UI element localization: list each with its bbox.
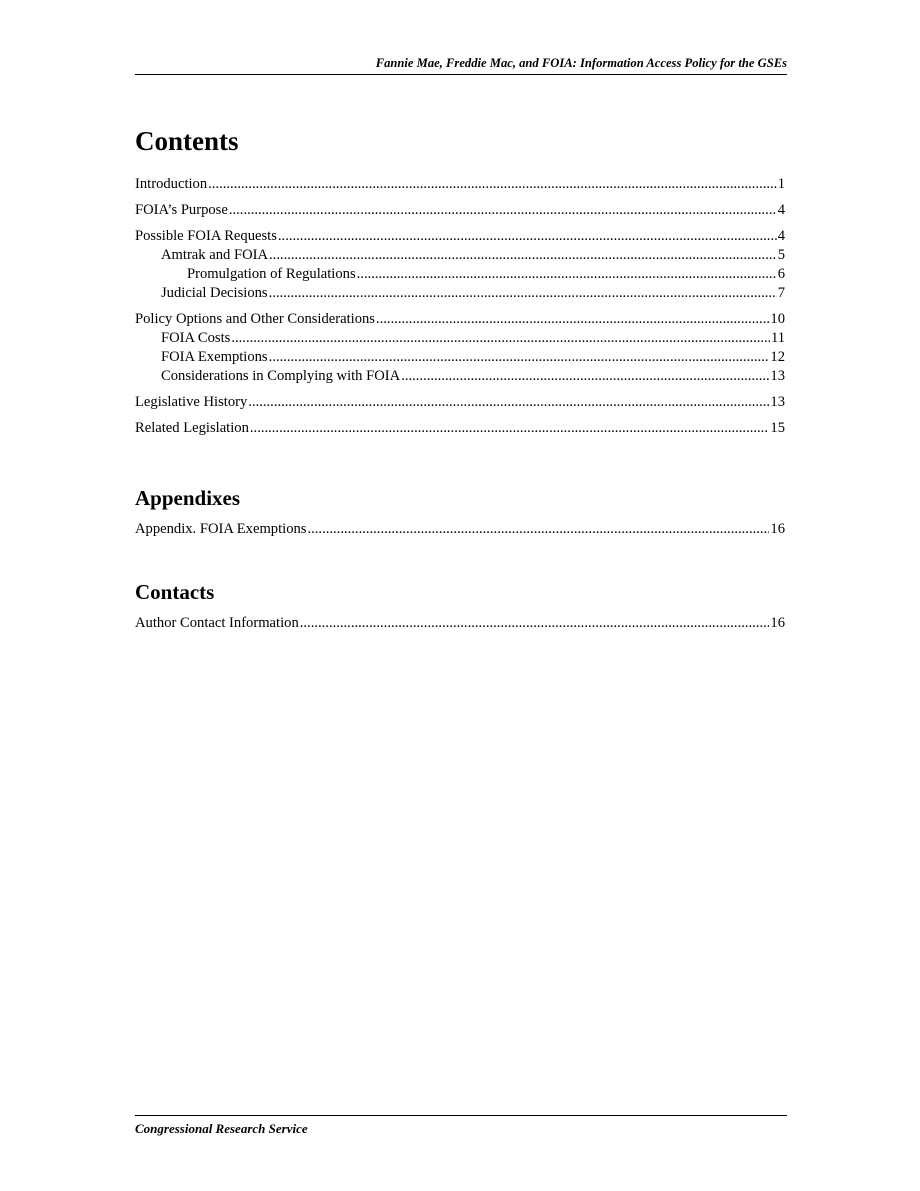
- toc-entry-title: FOIA’s Purpose: [135, 202, 228, 218]
- appendixes-heading: Appendixes: [135, 486, 241, 510]
- dot-leader: [269, 246, 777, 265]
- dot-leader: [229, 201, 777, 220]
- dot-leader: [307, 520, 769, 539]
- toc-entry-page: 13: [770, 394, 785, 410]
- contacts-list: [135, 614, 785, 633]
- toc-entry-title: FOIA Exemptions: [161, 349, 268, 365]
- toc-entry-title: Judicial Decisions: [161, 285, 268, 301]
- toc-entry[interactable]: [135, 367, 785, 386]
- toc-entry[interactable]: [135, 348, 785, 367]
- toc-entry-title: Policy Options and Other Considerations: [135, 311, 375, 327]
- toc-entry-page: 11: [770, 330, 785, 346]
- toc-entry-page: 13: [770, 368, 785, 384]
- toc-entry-page: 1: [777, 176, 785, 192]
- dot-leader: [300, 614, 770, 633]
- toc-entry-title: Legislative History: [135, 394, 248, 410]
- dot-leader: [248, 393, 769, 412]
- toc-entry-page: 6: [777, 266, 785, 282]
- toc-entry-page: 4: [777, 202, 785, 218]
- toc-entry-page: 5: [777, 247, 785, 263]
- appendixes-list: [135, 520, 785, 539]
- toc-entry[interactable]: [135, 419, 785, 438]
- contacts-section: [135, 579, 785, 633]
- contents-list: [135, 175, 785, 438]
- toc-entry-title: Promulgation of Regulations: [187, 266, 356, 282]
- toc-entry-page: 4: [777, 228, 785, 244]
- toc-entry-title: Amtrak and FOIA: [161, 247, 269, 263]
- toc-entry[interactable]: [135, 284, 785, 303]
- dot-leader: [250, 419, 770, 438]
- toc-entry[interactable]: [135, 201, 785, 220]
- contacts-heading: Contacts: [135, 580, 215, 604]
- dot-leader: [231, 329, 770, 348]
- dot-leader: [208, 175, 777, 194]
- dot-leader: [357, 265, 777, 284]
- toc-entry-page: 10: [770, 311, 785, 327]
- dot-leader: [269, 348, 770, 367]
- toc-entry-title: Considerations in Complying with FOIA: [161, 368, 401, 384]
- dot-leader: [376, 310, 769, 329]
- toc-entry-page: 16: [770, 615, 785, 631]
- contents-heading: Contents: [135, 126, 239, 156]
- toc-entry[interactable]: [135, 265, 785, 284]
- dot-leader: [401, 367, 769, 386]
- toc-entry-page: 7: [777, 285, 785, 301]
- dot-leader: [269, 284, 777, 303]
- page-footer: Congressional Research Service: [135, 1115, 787, 1137]
- toc-entry[interactable]: [135, 393, 785, 412]
- toc-entry[interactable]: [135, 175, 785, 194]
- toc-entry[interactable]: [135, 614, 785, 633]
- toc-entry-page: 16: [770, 521, 785, 537]
- toc-entry-title: Appendix. FOIA Exemptions: [135, 521, 307, 537]
- toc-entry[interactable]: [135, 520, 785, 539]
- toc-entry-title: Possible FOIA Requests: [135, 228, 277, 244]
- toc-entry-page: 12: [770, 349, 785, 365]
- appendixes-section: [135, 485, 785, 539]
- table-of-contents: [135, 124, 785, 633]
- toc-entry-title: Introduction: [135, 176, 208, 192]
- toc-entry-title: Related Legislation: [135, 420, 249, 436]
- toc-entry-title: FOIA Costs: [161, 330, 231, 346]
- toc-entry-page: 15: [770, 420, 785, 436]
- running-header: Fannie Mae, Freddie Mac, and FOIA: Information Access Policy for the GSEs: [135, 56, 787, 75]
- toc-entry[interactable]: [135, 246, 785, 265]
- toc-entry-title: Author Contact Information: [135, 615, 299, 631]
- dot-leader: [278, 227, 777, 246]
- toc-entry[interactable]: [135, 310, 785, 329]
- toc-entry[interactable]: [135, 329, 785, 348]
- toc-entry[interactable]: [135, 227, 785, 246]
